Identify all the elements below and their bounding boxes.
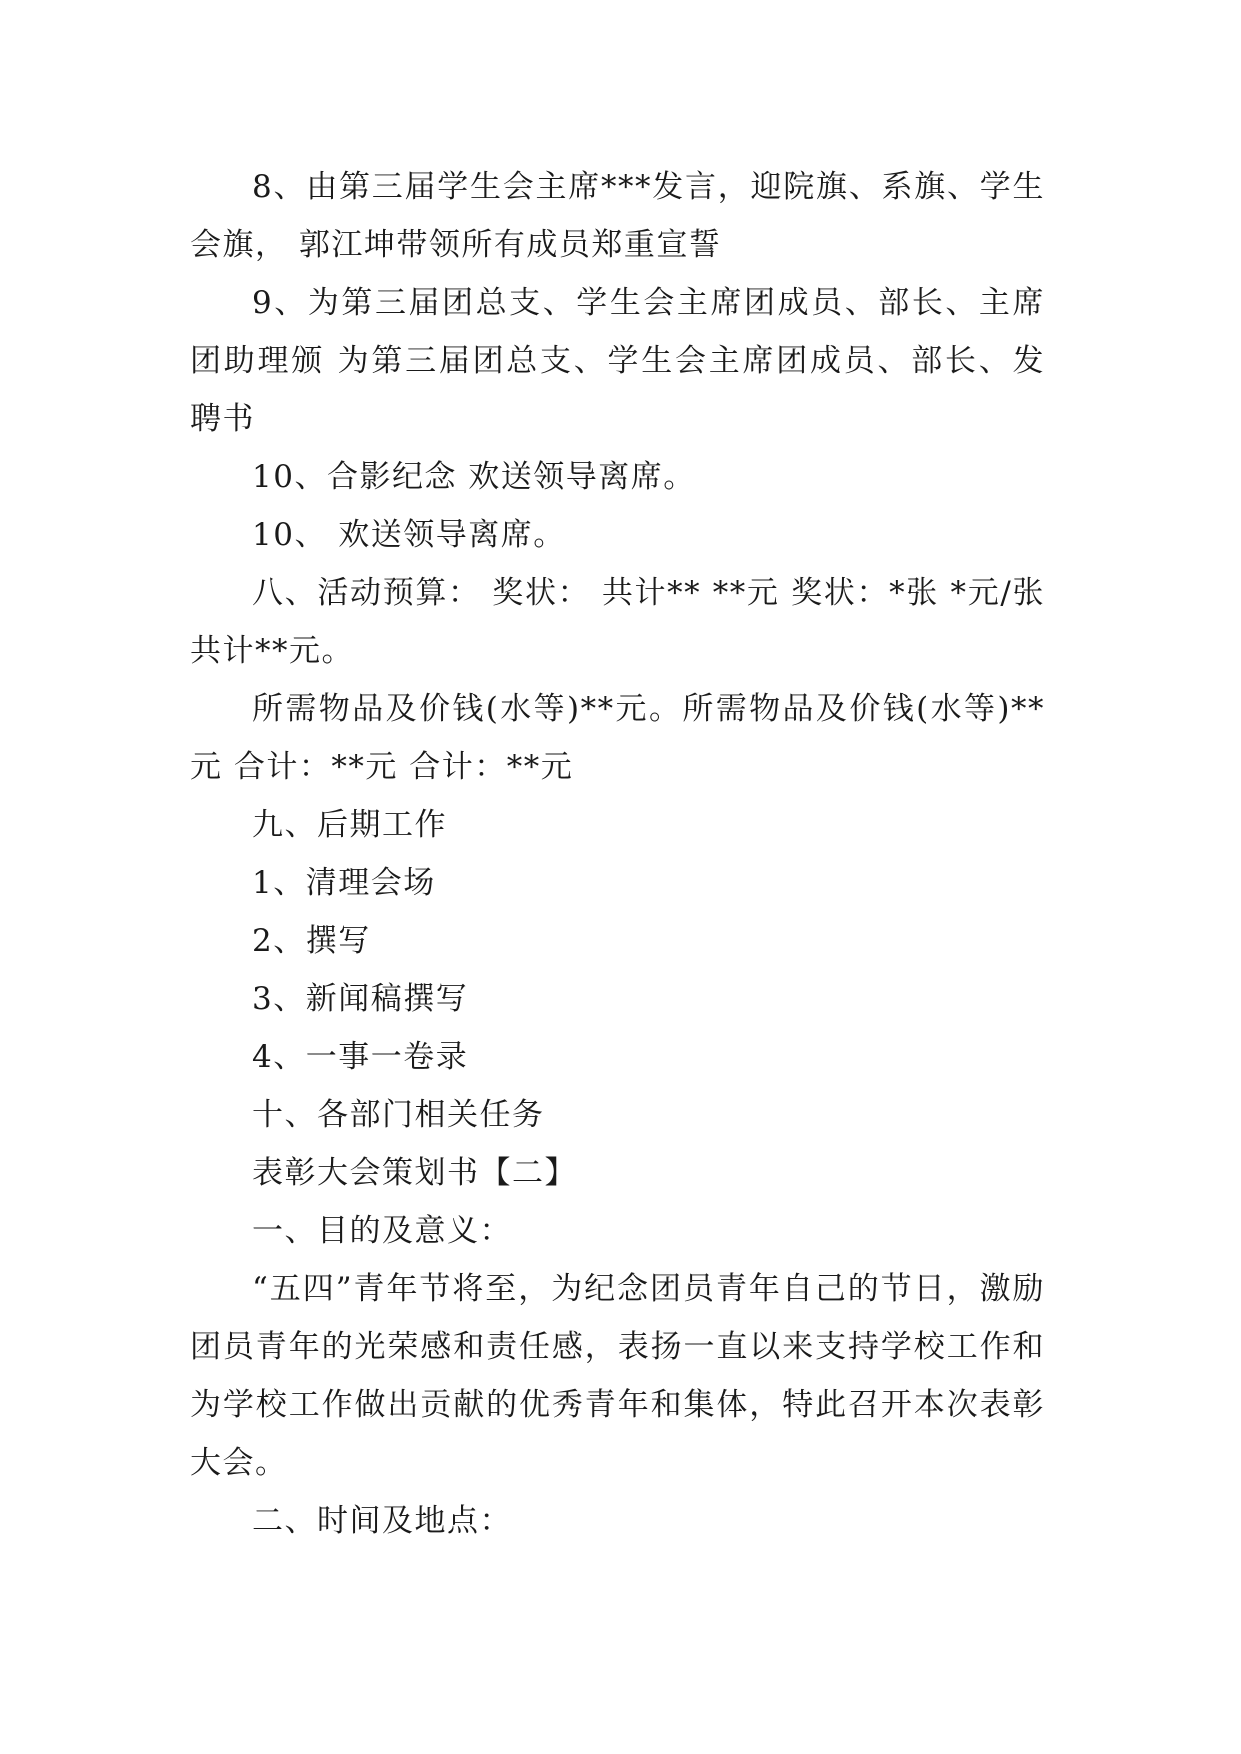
paragraph-item-10-farewell: 10、 欢送领导离席。 xyxy=(252,517,566,553)
section-follow-up-heading: 九、后期工作 xyxy=(252,807,447,843)
section-department-tasks: 十、各部门相关任务 xyxy=(252,1097,545,1133)
section-budget: 八、活动预算： 奖状： 共计** **元 奖状：*张 *元/张 共计**元。 xyxy=(190,575,1057,669)
list-item-clean-venue: 1、清理会场 xyxy=(252,865,436,901)
paragraph-purpose: “五四”青年节将至，为纪念团员青年自己的节日，激励团员青年的光荣感和责任感，表扬一直以来支持学校工作和为学校工作做出贡献的优秀青年和集体，特此召开本次表彰大会。 xyxy=(190,1271,1045,1481)
paragraph-budget-items: 所需物品及价钱(水等)**元。所需物品及价钱(水等)**元 合计：**元 合计：**元 xyxy=(190,691,1045,785)
paragraph-item-10-photo: 10、合影纪念 欢送领导离席。 xyxy=(252,459,696,495)
list-item-writing: 2、撰写 xyxy=(252,923,371,959)
list-item-news-writing: 3、新闻稿撰写 xyxy=(252,981,469,1017)
list-item-record: 4、一事一卷录 xyxy=(252,1039,469,1075)
document-body xyxy=(190,158,1057,1550)
paragraph-item-8: 8、由第三届学生会主席***发言，迎院旗、系旗、学生会旗， 郭江坤带领所有成员郑重宣誓 xyxy=(190,169,1045,263)
paragraph-item-9: 9、为第三届团总支、学生会主席团成员、部长、主席团助理颁 为第三届团总支、学生会主席团成员、部长、发聘书 xyxy=(190,285,1045,437)
section-time-place-heading: 二、时间及地点： xyxy=(252,1503,512,1539)
document-subtitle: 表彰大会策划书【二】 xyxy=(252,1155,577,1191)
section-purpose-heading: 一、目的及意义： xyxy=(252,1213,512,1249)
